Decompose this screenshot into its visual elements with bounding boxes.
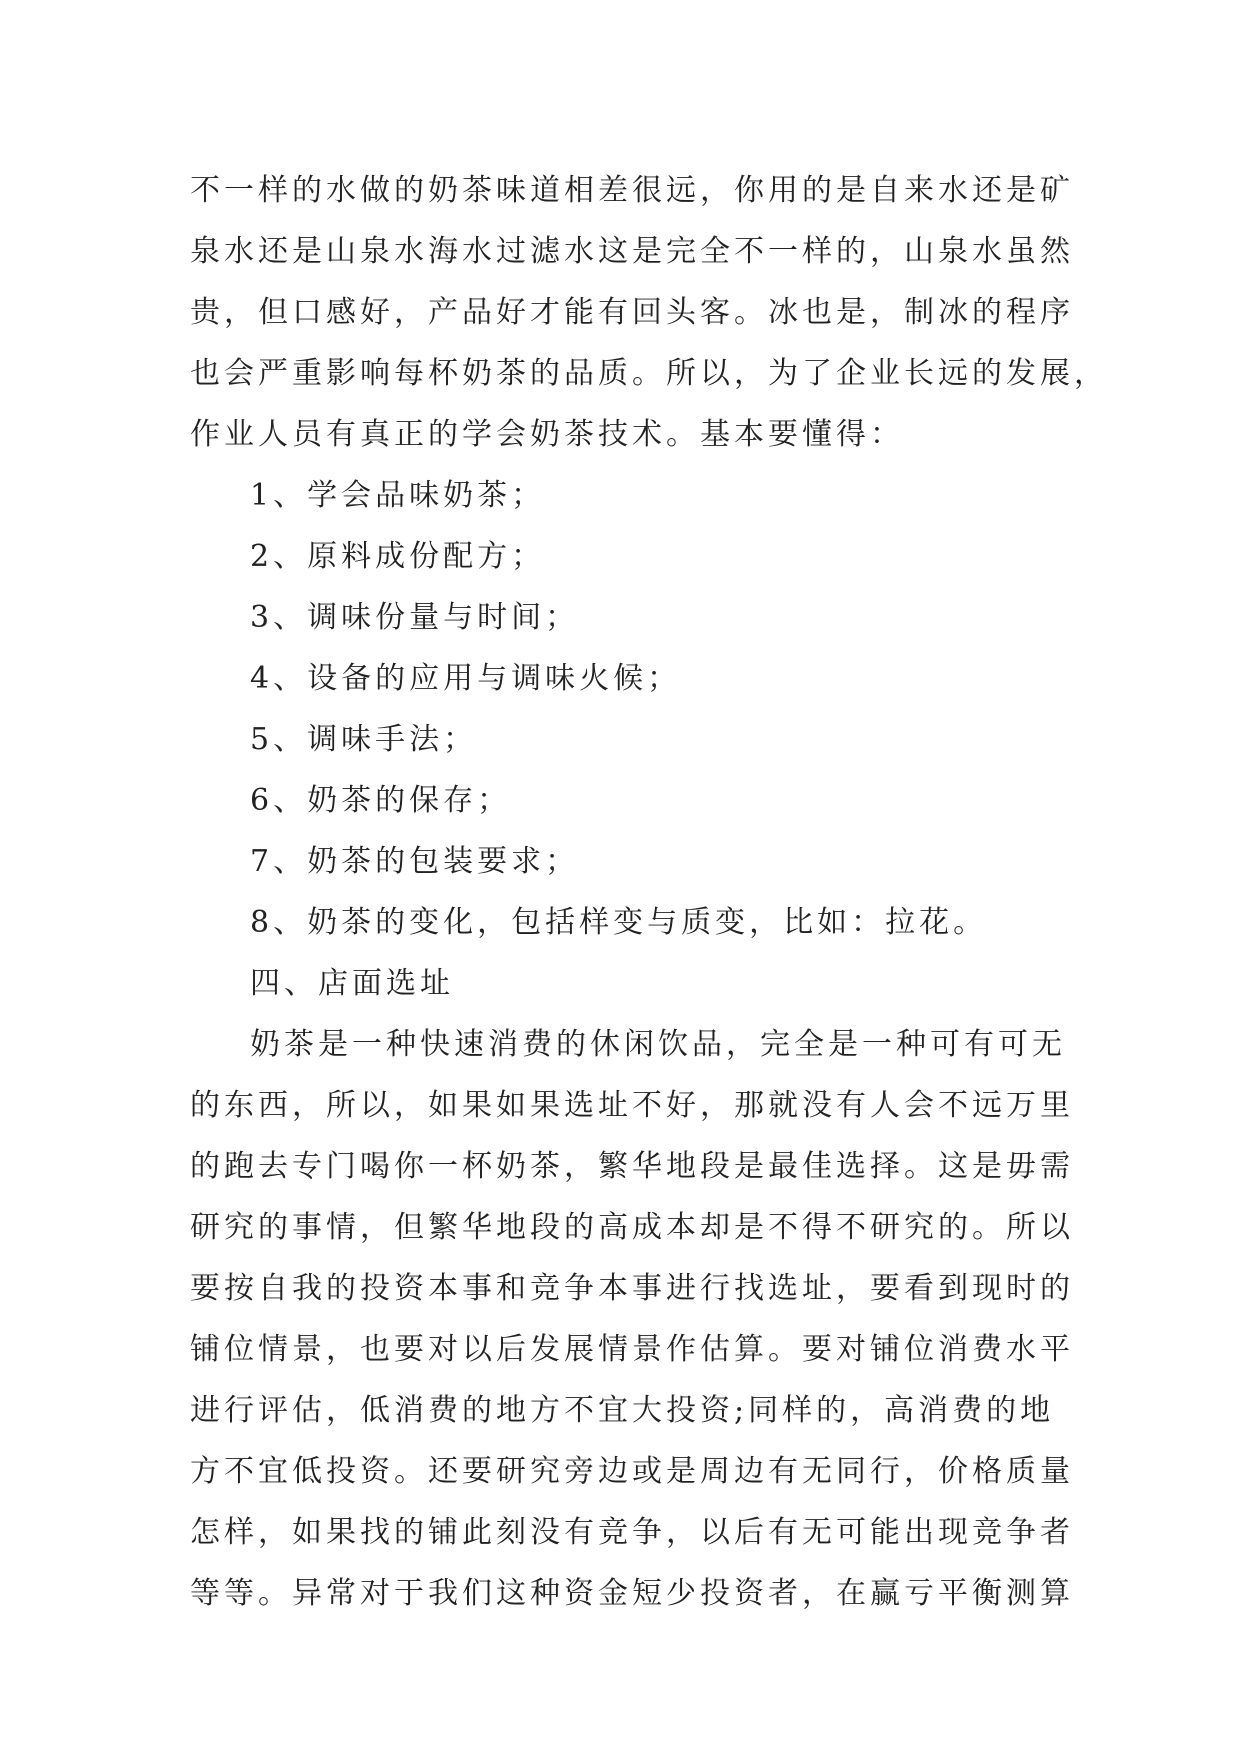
text-line: 进行评估，低消费的地方不宜大投资;同样的，高消费的地 xyxy=(190,1393,1055,1428)
list-item: 1、学会品味奶茶； xyxy=(250,478,546,513)
text-line: 怎样，如果找的铺此刻没有竞争，以后有无可能出现竞争者 xyxy=(190,1515,1074,1550)
text-line: 贵，但口感好，产品好才能有回头客。冰也是，制冰的程序 xyxy=(190,295,1074,330)
list-item: 6、奶茶的保存； xyxy=(250,783,512,818)
list-item: 3、调味份量与时间； xyxy=(250,600,580,635)
text-line: 也会严重影响每杯奶茶的品质。所以，为了企业长远的发展， xyxy=(190,356,1108,391)
section-heading: 四、店面选址 xyxy=(250,966,454,1001)
text-line: 不一样的水做的奶茶味道相差很远，你用的是自来水还是矿 xyxy=(190,173,1074,208)
text-line: 的东西，所以，如果如果选址不好，那就没有人会不远万里 xyxy=(190,1088,1074,1123)
text-line: 铺位情景，也要对以后发展情景作估算。要对铺位消费水平 xyxy=(190,1332,1074,1367)
list-item: 2、原料成份配方； xyxy=(250,539,546,574)
text-line: 的跑去专门喝你一杯奶茶，繁华地段是最佳选择。这是毋需 xyxy=(190,1149,1074,1184)
text-line: 要按自我的投资本事和竞争本事进行找选址，要看到现时的 xyxy=(190,1271,1074,1306)
document-body xyxy=(190,160,1108,1624)
text-line: 方不宜低投资。还要研究旁边或是周边有无同行，价格质量 xyxy=(190,1454,1074,1489)
text-line: 研究的事情，但繁华地段的高成本却是不得不研究的。所以 xyxy=(190,1210,1074,1245)
list-item: 5、调味手法； xyxy=(250,722,478,757)
paragraph-start: 奶茶是一种快速消费的休闲饮品，完全是一种可有可无 xyxy=(250,1027,1066,1062)
list-item: 7、奶茶的包装要求； xyxy=(250,844,580,879)
text-line: 泉水还是山泉水海水过滤水这是完全不一样的，山泉水虽然 xyxy=(190,234,1074,269)
list-item: 4、设备的应用与调味火候； xyxy=(250,661,682,696)
text-line: 作业人员有真正的学会奶茶技术。基本要懂得： xyxy=(190,417,904,452)
list-item: 8、奶茶的变化，包括样变与质变，比如：拉花。 xyxy=(250,905,988,940)
text-line: 等等。异常对于我们这种资金短少投资者，在赢亏平衡测算 xyxy=(190,1576,1074,1611)
